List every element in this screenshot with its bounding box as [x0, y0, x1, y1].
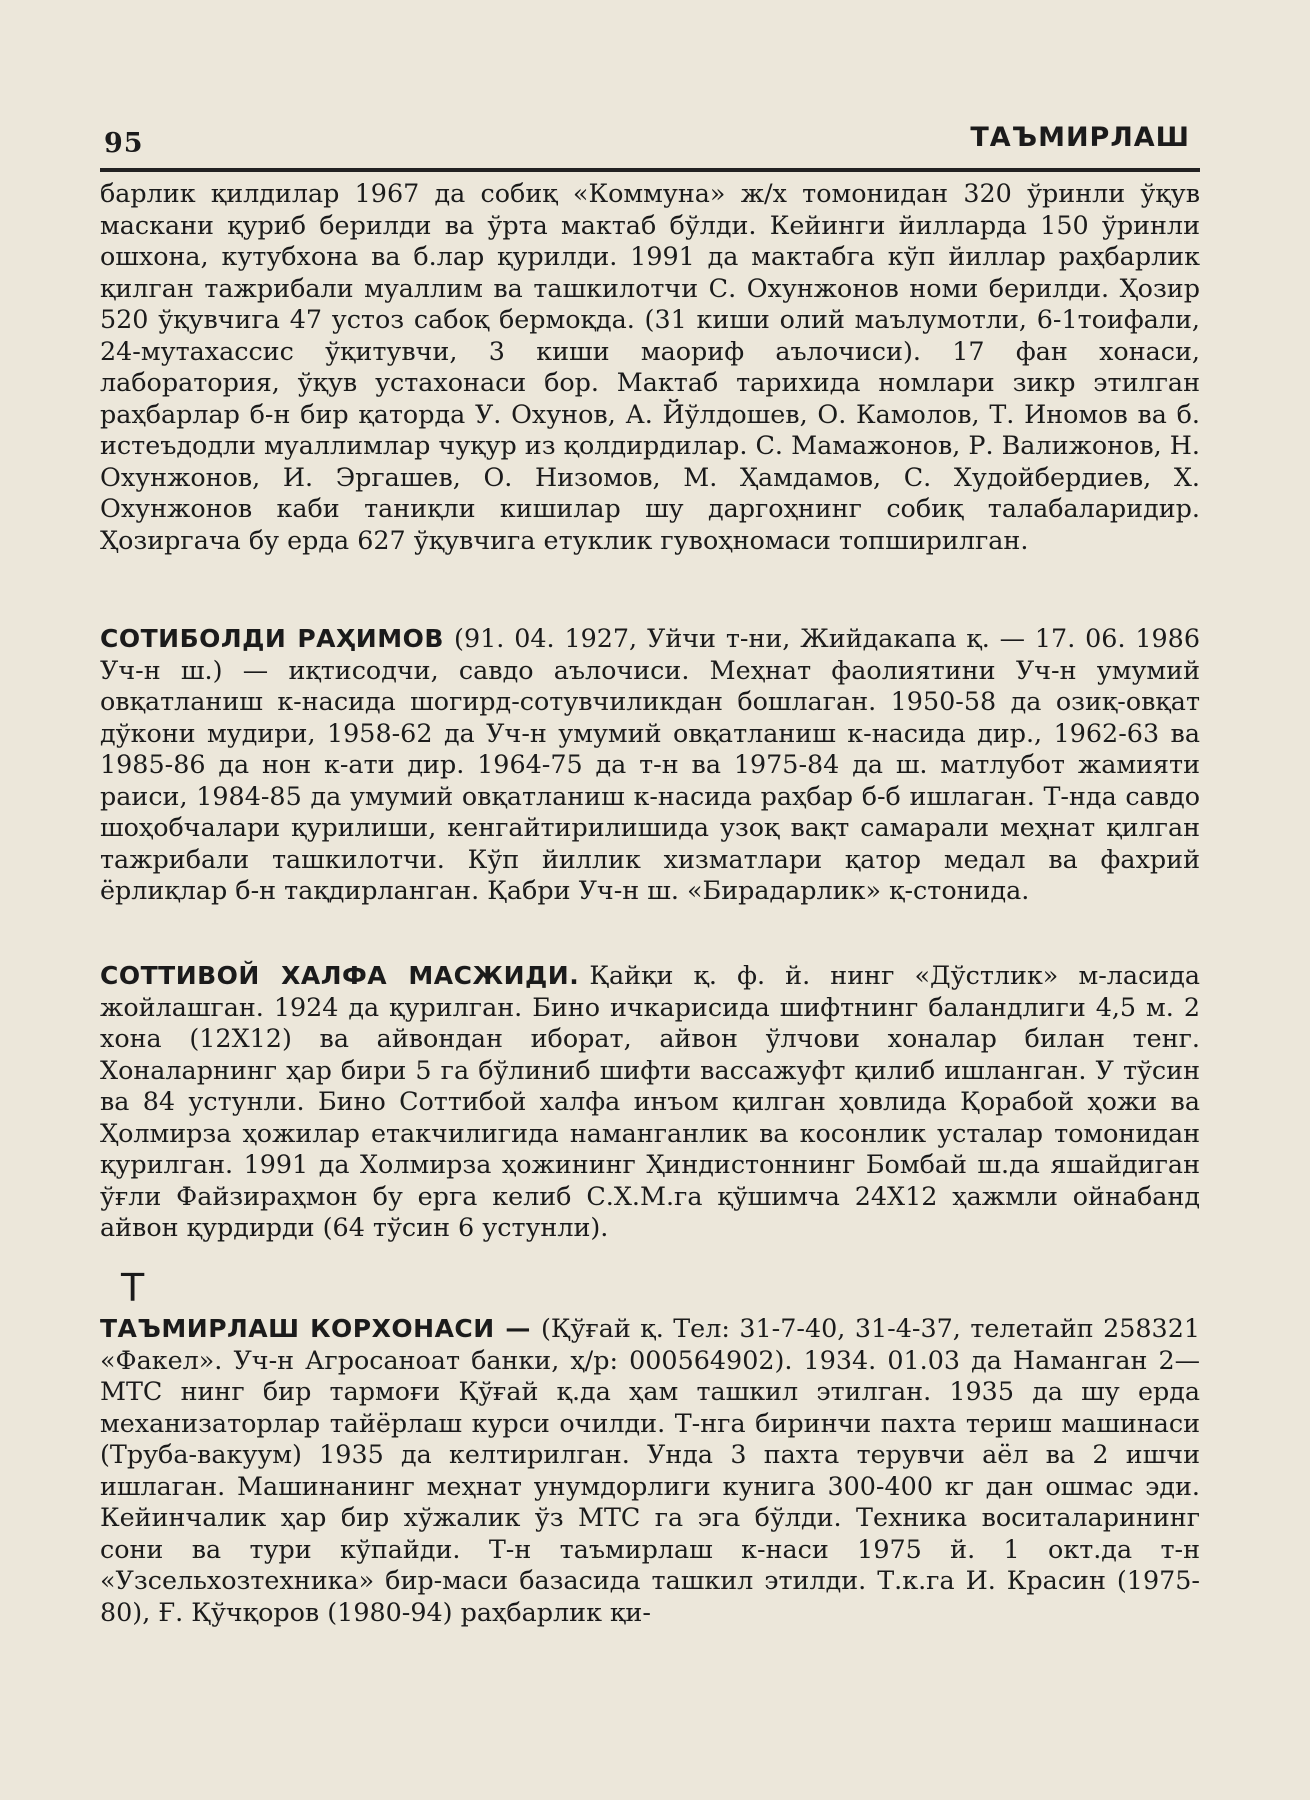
- entry-text: Қайқи қ. ф. й. нинг «Дўстлик» м-ласида жойлашган. 1924 да қурилган. Бино ичкарисида шифтнинг баландлиги 4,5 м. 2 хона (12Х12) ва айвондан иборат, айвон ўлчови хоналар билан тенг. Хоналарнинг ҳар бири 5 га бўлиниб шифти вассажуфт қилиб ишланган. У тўсин ва 84 устунли. Бино Соттибой халфа инъом қилган ҳовлида Қорабой ҳожи ва Ҳолмирза ҳожилар етакчилигида наманганлик ва косонлик усталар томонидан қурилган. 1991 да Холмирза ҳожининг Ҳиндистоннинг Бомбай ш.да яшайдиган ўғли Файзираҳмон бу ерга келиб С.Х.М.га қўшимча 24Х12 ҳажмли ойнабанд айвон қурдирди (64 тўсин 6 устунли).: [100, 960, 1200, 1242]
- intro-text: барлик қилдилар 1967 да собиқ «Коммуна» ж/х томонидан 320 ўринли ўқув маскани қуриб берилди ва ўрта мактаб бўлди. Кейинги йилларда 150 ўринли ошхона, кутубхона ва б.лар қурилди. 1991 да мактабга кўп йиллар раҳбарлик қилган тажрибали муаллим ва ташкилотчи С. Охунжонов номи берилди. Ҳозир 520 ўқувчига 47 устоз сабоқ бермоқда. (31 киши олий маълумотли, 6-1тоифали, 24-мутахассис ўқитувчи, 3 киши маориф аълочиси). 17 фан хонаси, лаборатория, ўқув устахонаси бор. Мактаб тарихида номлари зикр этилган раҳбарлар б-н бир қаторда У. Охунов, А. Йўлдошев, О. Камолов, Т. Иномов ва б. истеъдодли муаллимлар чуқур из қолдирдилар. С. Мамажонов, Р. Валижонов, Н. Охунжонов, И. Эргашев, О. Низомов, М. Ҳамдамов, С. Худойбердиев, Х. Охунжонов каби таниқли кишилар шу даргоҳнинг собиқ талабаларидир. Ҳозиргача бу ерда 627 ўқувчига етуклик гувоҳномаси топширилган.: [100, 178, 1200, 555]
- entry-sotiboldi: [100, 623, 1200, 907]
- entry-text: (91. 04. 1927, Уйчи т-ни, Жийдакапа қ. — 17. 06. 1986 Уч-н ш.) — иқтисодчи, савдо аълочиси. Меҳнат фаолиятини Уч-н умумий овқатланиш к-насида шогирд-сотувчиликдан бошлаган. 1950-58 да озиқ-овқат дўкони мудири, 1958-62 да Уч-н умумий овқатланиш к-насида дир., 1962-63 ва 1985-86 да нон к-ати дир. 1964-75 да т-н ва 1975-84 да ш. матлубот жамияти раиси, 1984-85 да умумий овқатланиш к-насида раҳбар б-б ишлаган. Т-нда савдо шоҳобчалари қурилиши, кенгайтирилишида узоқ вақт самарали меҳнат қилган тажрибали ташкилотчи. Кўп йиллик хизматлари қатор медал ва фахрий ёрлиқлар б-н тақдирланган. Қабри Уч-н ш. «Бирадарлик» қ-стонида.: [100, 623, 1200, 905]
- entry-sottivoy-mosque: [100, 960, 1200, 1244]
- section-letter: Т: [121, 1266, 145, 1310]
- header-rule: [100, 168, 1200, 172]
- entry-headword: СОТТИВОЙ ХАЛФА МАСЖИДИ.: [100, 961, 580, 990]
- entry-tamirlash: [100, 1313, 1200, 1628]
- page-number: 95: [104, 128, 144, 159]
- page-header: [100, 118, 1190, 168]
- intro-paragraph: [100, 178, 1200, 556]
- running-head: ТАЪМИРЛАШ: [970, 122, 1190, 153]
- entry-text: (Қўғай қ. Тел: 31-7-40, 31-4-37, телетайп 258321 «Факел». Уч-н Агросаноат банки, ҳ/р: 000564902). 1934. 01.03 да Наманган 2—МТС нинг бир тармоғи Қўғай қ.да ҳам ташкил этилган. 1935 да шу ерда механизаторлар тайёрлаш курси очилди. Т-нга биринчи пахта териш машинаси (Труба-вакуум) 1935 да келтирилган. Унда 3 пахта терувчи аёл ва 2 ишчи ишлаган. Машинанинг меҳнат унумдорлиги кунига 300-400 кг дан ошмас эди. Кейинчалик ҳар бир хўжалик ўз МТС га эга бўлди. Техника воситаларининг сони ва тури кўпайди. Т-н таъмирлаш к-наси 1975 й. 1 окт.да т-н «Узсельхозтехника» бир-маси базасида ташкил этилди. Т.к.га И. Красин (1975-80), Ғ. Қўчқоров (1980-94) раҳбарлик қи-: [100, 1313, 1201, 1627]
- entry-headword: ТАЪМИРЛАШ КОРХОНАСИ —: [100, 1314, 531, 1343]
- entry-headword: СОТИБОЛДИ РАҲИМОВ: [100, 624, 444, 653]
